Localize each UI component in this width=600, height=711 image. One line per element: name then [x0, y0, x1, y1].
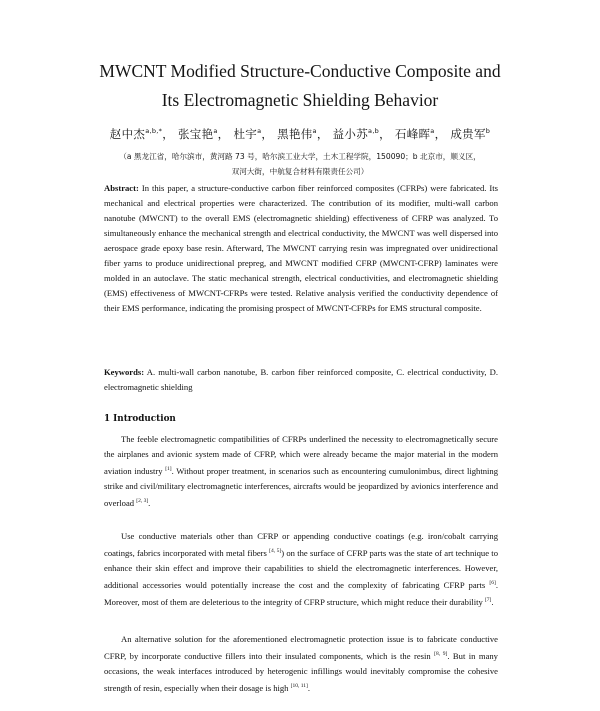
intro-paragraph-1: The feeble electromagnetic compatibilities of CFRPs underlined the necessity to electromagnetically secure the airplanes and avionic system made of CFRP, which were already became the major material in the modern aviation industry [1]. Without proper treatment, in scenarios such as encountering cumulonimbus, direct lightning strike and civil/military electromagnetic interferences, aircrafts would be jeopardized by avionics interference and overload [2, 3]. [104, 434, 499, 508]
intro-paragraph-2: Use conductive materials other than CFRP or appending conductive coatings (e.g. iron/cobalt carrying coatings, fabrics incorporated with metal fibers [4, 5]) on the surface of CFRP parts was the state of art technique to enhance their skin effect and improve their capabilities to shield the electromagnetic interferences. However, additional accessories would potentially increase the cost and the complexity of fabricating CFRP parts [6]. Moreover, most of them are deleterious to the integrity of CFRP structure, which might reduce their durability [7]. [104, 531, 498, 607]
citation: [2, 3] [136, 498, 149, 504]
keywords-label: Keywords: [104, 367, 145, 377]
citation: [8, 9] [434, 651, 448, 657]
author: 赵中杰$^{a,b,*}$， [109, 127, 174, 141]
citation: [4, 5] [269, 548, 282, 554]
author-list [60, 126, 540, 142]
intro-paragraph-3: An alternative solution for the aforementioned electromagnetic protection issue is to fabricate conductive CFRP, by incorporate conductive fillers into their insulated components, which is the resin [8, 9]. But in many occasions, the weak interfaces introduced by heterogenic infillings would inevitably compromise the cohesive strength of resin, especially when their dosage is high [10, 11]. [104, 634, 498, 693]
citation: [6] [489, 580, 496, 586]
keywords [104, 365, 498, 395]
citation: [7] [484, 597, 492, 603]
author: 张宝艳$^a$， [177, 127, 230, 141]
author: 杜宇$^a$， [233, 127, 274, 141]
affiliation-line-1: （a 黑龙江省，哈尔滨市，黄河路 73 号，哈尔滨工业大学，土木工程学院，150090；b 北京市，顺义区， [119, 152, 481, 161]
affiliation-line-2: 双河大街，中航复合材料有限责任公司） [231, 167, 369, 176]
section-heading: 1 Introduction [104, 414, 176, 424]
author: 益小苏$^{a,b}$， [332, 127, 391, 141]
author: 成贵军$^b$ [450, 127, 491, 141]
abstract-text: In this paper, a structure-conductive carbon fiber reinforced composites (CFRPs) were fabricated. Its mechanical and electrical properties were characterized. The contribution of its modifier, multi-wall carbon nanotube (MWCNT) to the overall EMS (electromagnetic shielding) effectiveness of CFRP was analyzed. To simultaneously enhance the mechanical strength and electrical conductivity, the MWCNT was well dispersed into aerospace grade epoxy base resin. Afterward, The MWCNT carrying resin was impregnated over unidirectional fiber yarns to produce unidirectional prepreg, and MWCNT modified CFRP (MWCNT-CFRP) laminates were molded in an autoclave. The static mechanical strength, electrical conductivities, and electromagnetic shielding (EMS) effectiveness of MWCNT-CFRPs were tested. Relative analysis verified the conductivity dependence of their EMS performance, indicating the promising prospect of MWCNT-CFRPs for EMS structural composite. [104, 183, 498, 313]
author: 黑艳伟$^a$， [277, 127, 329, 141]
author: 石峰晖$^a$， [394, 127, 447, 141]
paper-title-line-2: Its Electromagnetic Shielding Behavior [161, 90, 439, 110]
citation: [10, 11] [290, 683, 308, 689]
abstract-label: Abstract: [104, 183, 139, 193]
abstract [104, 181, 498, 316]
paper-title-line-1: MWCNT Modified Structure-Conductive Composite and [99, 61, 501, 81]
keywords-text: A. multi-wall carbon nanotube, B. carbon fiber reinforced composite, C. electrical conductivity, D. electromagnetic shielding [104, 367, 498, 392]
citation: [1] [165, 466, 172, 472]
